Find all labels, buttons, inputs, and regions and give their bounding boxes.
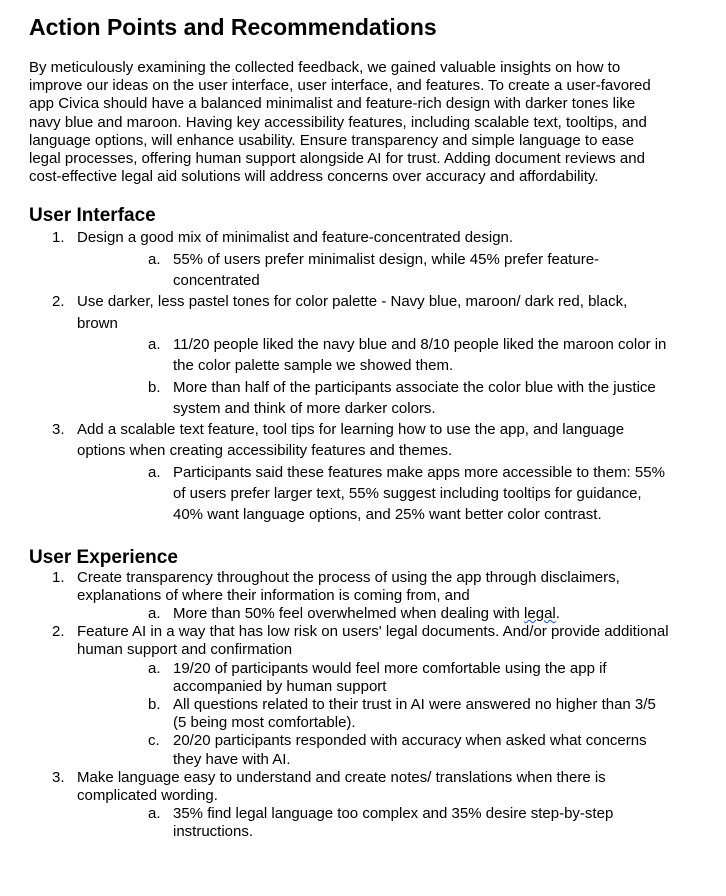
sub-list [77,249,669,292]
document-page [29,12,669,842]
sub-list-item-text: 35% find legal language too complex and 35% desire step-by-step instructions. [173,805,614,841]
list-item [29,769,669,842]
sub-list-marker: a. [148,335,161,353]
sub-list-item [77,249,669,292]
list-item [29,227,669,291]
intro-paragraph: By meticulously examining the collected feedback, we gained valuable insights on how to improve our ideas on the user interface, user interface, and features. To create a user-favored app Civica should have a balanced minimalist and feature-rich design with darker tones like navy blue and maroon. Having key accessibility features, including scalable text, tooltips, and language options, will enhance usability. Ensure transparency and simple language to ease legal processes, offering human support alongside AI for trust. Adding document reviews and cost-effective legal aid solutions will address concerns over accuracy and affordability. [29,59,651,186]
sub-list-item [77,334,669,377]
sub-list-marker: a. [148,805,161,823]
list-marker: 1. [52,229,65,247]
sub-list-marker: b. [148,696,161,713]
sub-list [77,462,669,526]
sub-list-marker: a. [148,250,161,268]
sub-list-marker: c. [148,732,160,750]
user-interface-list [29,227,669,525]
sub-list-item-text [173,605,669,623]
sub-list-marker: a. [148,659,161,677]
sub-list-marker: a. [148,604,161,622]
sub-list [77,660,669,769]
text-segment: . [555,604,560,622]
section-heading-user-interface: User Interface [29,205,156,227]
list-marker: 1. [52,568,65,586]
sub-list-item [77,696,669,732]
list-item-text: Feature AI in a way that has low risk on users' legal documents. And/or provide additional human support and confirmation [77,623,669,659]
sub-list [77,805,669,841]
list-marker: 2. [52,623,65,641]
section-heading-user-experience: User Experience [29,546,178,568]
list-item [29,569,669,624]
sub-list [77,605,669,623]
sub-list-item-text: 55% of users prefer minimalist design, while 45% prefer feature-concentrated [173,250,600,290]
list-item [29,291,669,419]
list-marker: 2. [52,293,65,311]
sub-list-item-text: Participants said these features make apps more accessible to them: 55% of users prefer larger text, 55% suggest including tooltips for guidance, 40% want language options, and 25% want better color contrast. [173,463,665,524]
sub-list-item [77,462,669,526]
list-marker: 3. [52,768,65,786]
list-item-text: Create transparency throughout the process of using the app through disclaimers, explanations of where their information is coming from, and [77,568,620,604]
sub-list-item [77,377,669,420]
sub-list-marker: b. [148,378,161,396]
user-experience-list [29,569,669,842]
list-item-text: Design a good mix of minimalist and feature-concentrated design. [77,229,514,247]
sub-list-item [77,805,669,841]
list-item [29,623,669,769]
sub-list-item-text: 11/20 people liked the navy blue and 8/10 people liked the maroon color in the color palette sample we showed them. [173,335,667,375]
sub-list-item [77,660,669,696]
list-marker: 3. [52,421,65,439]
text-segment: More than 50% feel overwhelmed when dealing with [173,604,525,622]
list-item-text: Make language easy to understand and create notes/ translations when there is complicated wording. [77,768,606,805]
sub-list-item-text: 20/20 participants responded with accuracy when asked what concerns they have with AI. [173,732,647,768]
sub-list-item-text: 19/20 of participants would feel more comfortable using the app if accompanied by human support [173,659,607,695]
sub-list-item [77,732,669,768]
list-item-text: Add a scalable text feature, tool tips for learning how to use the app, and language options when creating accessibility features and themes. [77,421,625,460]
spellcheck-flagged-word: legal [524,604,556,622]
sub-list-item [77,605,669,623]
list-item [29,419,669,525]
sub-list-marker: a. [148,463,161,481]
page-title: Action Points and Recommendations [29,14,437,40]
sub-list-item-text: All questions related to their trust in AI were answered no higher than 3/5 (5 being most comfortable). [173,696,656,732]
sub-list [77,334,669,419]
list-item-text: Use darker, less pastel tones for color palette - Navy blue, maroon/ dark red, black, brown [77,293,628,332]
sub-list-item-text: More than half of the participants associate the color blue with the justice system and think of more darker colors. [173,378,656,417]
